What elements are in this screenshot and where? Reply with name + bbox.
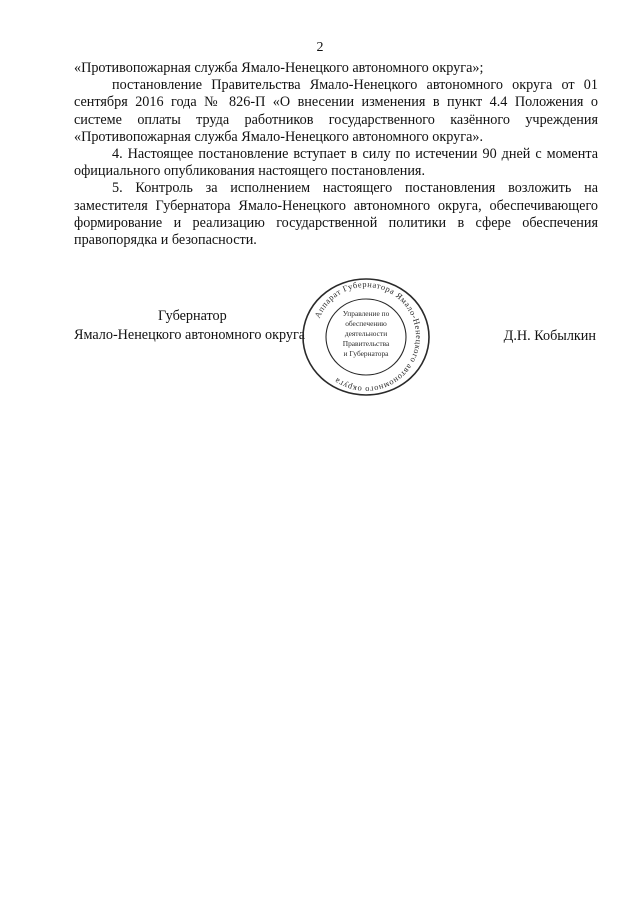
document-body [74, 60, 598, 249]
paragraph-5-control: 5. Контроль за исполнением настоящего постановления возложить на заместителя Губернатора Ямало-Ненецкого автономного округа, обеспечивающего формирование и реализацию государственной политики в сфере обеспечения правопорядка и безопасности. [74, 180, 598, 249]
signatory-title-line1: Губернатор [158, 308, 227, 324]
paragraph-4-effective-date: 4. Настоящее постановление вступает в силу по истечении 90 дней с момента официального опубликования настоящего постановления. [74, 146, 598, 180]
svg-text:Управление по: Управление по [342, 309, 390, 318]
official-seal-stamp [300, 276, 432, 398]
svg-text:деятельности: деятельности [344, 329, 388, 338]
seal-outer-text: Аппарат Губернатора Ямало-Ненецкого автономного округа [313, 279, 424, 395]
seal-inner-text [343, 309, 390, 358]
svg-text:и Губернатора: и Губернатора [343, 349, 389, 358]
paragraph-continuation: «Противопожарная служба Ямало-Ненецкого автономного округа»; [74, 60, 484, 76]
signatory-title-line2: Ямало-Ненецкого автономного округа [74, 327, 306, 343]
signatory-name: Д.Н. Кобылкин [503, 328, 596, 344]
svg-text:Правительства: Правительства [342, 339, 390, 348]
paragraph-resolution-826: постановление Правительства Ямало-Ненецкого автономного округа от 01 сентября 2016 года № 826-П «О внесении изменения в пункт 4.4 Положения о системе оплаты труда работников государственного казённого учреждения «Противопожарная служба Ямало-Ненецкого автономного округа». [74, 77, 598, 145]
svg-text:обеспечению: обеспечению [345, 319, 387, 328]
seal-graphic [300, 276, 432, 398]
page-number: 2 [316, 40, 324, 55]
